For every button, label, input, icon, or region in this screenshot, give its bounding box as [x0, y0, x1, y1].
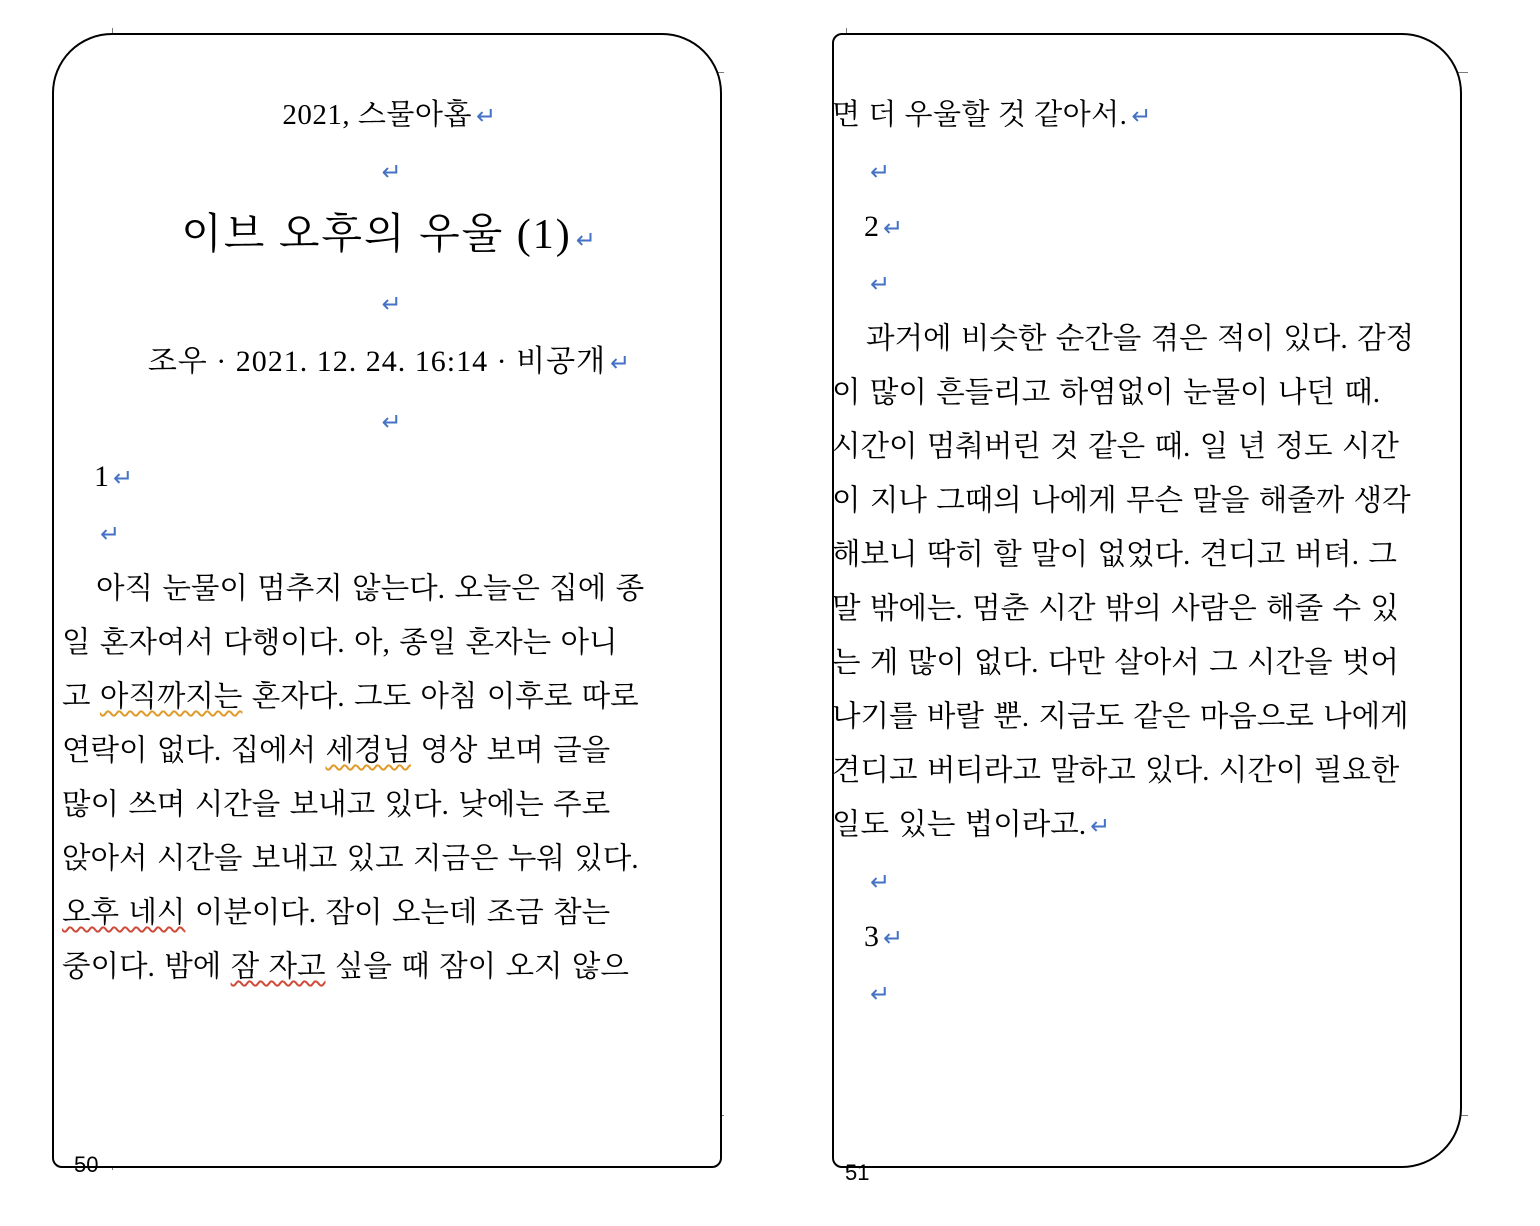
- body-paragraph-left: [62, 562, 717, 994]
- byline-text: 조우 · 2021. 12. 24. 16:14 · 비공개: [147, 345, 607, 378]
- pilcrow-mark: ↵: [100, 522, 121, 548]
- page-left-content: [62, 88, 717, 994]
- pilcrow-mark: ↵: [870, 272, 891, 298]
- body-line: 고 아직까지는 혼자다. 그도 아침 이후로 따로: [62, 681, 639, 713]
- body-paragraph-right: [832, 312, 1482, 854]
- pilcrow-mark: ↵: [575, 228, 598, 254]
- section-number-3: [832, 910, 1482, 966]
- blank-line: [832, 966, 1482, 1022]
- section-number-2: [832, 200, 1482, 256]
- pilcrow-mark: ↵: [1131, 104, 1152, 130]
- body-line: [832, 798, 1482, 854]
- folio-left: 50: [74, 1152, 99, 1177]
- section-number-text: 2: [864, 210, 879, 243]
- pilcrow-mark: ↵: [381, 160, 402, 186]
- body-line: 일 혼자여서 다행이다. 아, 종일 혼자는 아니: [62, 627, 618, 659]
- blank-line: [832, 854, 1482, 910]
- body-line: 나기를 바랄 뿐. 지금도 같은 마음으로 나에게: [832, 701, 1409, 733]
- pilcrow-mark: ↵: [870, 982, 891, 1008]
- continuation-line-text: 면 더 우울할 것 같아서.: [832, 99, 1128, 131]
- page-right-content: [832, 88, 1482, 1022]
- blank-line: [62, 144, 717, 200]
- pilcrow-mark: ↵: [870, 870, 891, 896]
- blank-line: [62, 276, 717, 332]
- body-line: 과거에 비슷한 순간을 겪은 적이 있다. 감정: [866, 323, 1415, 355]
- body-line: 시간이 멈춰버린 것 같은 때. 일 년 정도 시간: [832, 431, 1399, 463]
- body-line: 중이다. 밤에 잠 자고 싶을 때 잠이 오지 않으: [62, 951, 629, 983]
- body-line: 해보니 딱히 할 말이 없었다. 견디고 버텨. 그: [832, 539, 1397, 571]
- page-title: [62, 200, 717, 276]
- body-line: 이 지나 그때의 나에게 무슨 말을 해줄까 생각: [832, 485, 1411, 517]
- pilcrow-mark: ↵: [870, 160, 891, 186]
- spellcheck-span: 아직까지는: [99, 681, 243, 713]
- pilcrow-mark: ↵: [610, 351, 632, 377]
- blank-line: [832, 144, 1482, 200]
- body-line: 아직 눈물이 멈추지 않는다. 오늘은 집에 종: [96, 573, 645, 605]
- body-line: 견디고 버티라고 말하고 있다. 시간이 필요한: [832, 755, 1400, 787]
- body-line: 는 게 많이 없다. 다만 살아서 그 시간을 벗어: [832, 647, 1399, 679]
- body-line: 오후 네시 이분이다. 잠이 오는데 조금 참는: [62, 897, 611, 929]
- section-number-1: [62, 450, 717, 506]
- byline: [62, 332, 717, 394]
- pilcrow-mark: ↵: [1090, 814, 1111, 840]
- spellcheck-span: 잠 자고: [230, 951, 326, 983]
- pilcrow-mark: ↵: [883, 216, 904, 242]
- blank-line: [832, 256, 1482, 312]
- header-line-text: 2021, 스물아홉: [282, 99, 472, 131]
- spellcheck-span: 오후 네시: [62, 897, 186, 929]
- page-title-text: 이브 오후의 우울 (1): [181, 212, 572, 258]
- section-number-text: 3: [864, 920, 879, 953]
- header-line: [62, 88, 717, 144]
- section-number-text: 1: [94, 460, 109, 493]
- pilcrow-mark: ↵: [113, 466, 134, 492]
- body-line: 말 밖에는. 멈춘 시간 밖의 사람은 해줄 수 있: [832, 593, 1399, 625]
- body-line: 많이 쓰며 시간을 보내고 있다. 낮에는 주로: [62, 789, 611, 821]
- continuation-line: [832, 88, 1482, 144]
- body-line: 연락이 없다. 집에서 세경님 영상 보며 글을: [62, 735, 611, 767]
- body-line: 이 많이 흔들리고 하염없이 눈물이 나던 때.: [832, 377, 1381, 409]
- pilcrow-mark: ↵: [475, 104, 497, 130]
- blank-line: [62, 394, 717, 450]
- pilcrow-mark: ↵: [381, 410, 402, 436]
- spellcheck-span: 세경님: [325, 735, 411, 767]
- folio-right: 51: [845, 1160, 870, 1185]
- pilcrow-mark: ↵: [883, 926, 904, 952]
- body-line: 앉아서 시간을 보내고 있고 지금은 누워 있다.: [62, 843, 639, 875]
- body-line-text: 일도 있는 법이라고.: [832, 809, 1087, 841]
- pilcrow-mark: ↵: [381, 292, 402, 318]
- blank-line: [62, 506, 717, 562]
